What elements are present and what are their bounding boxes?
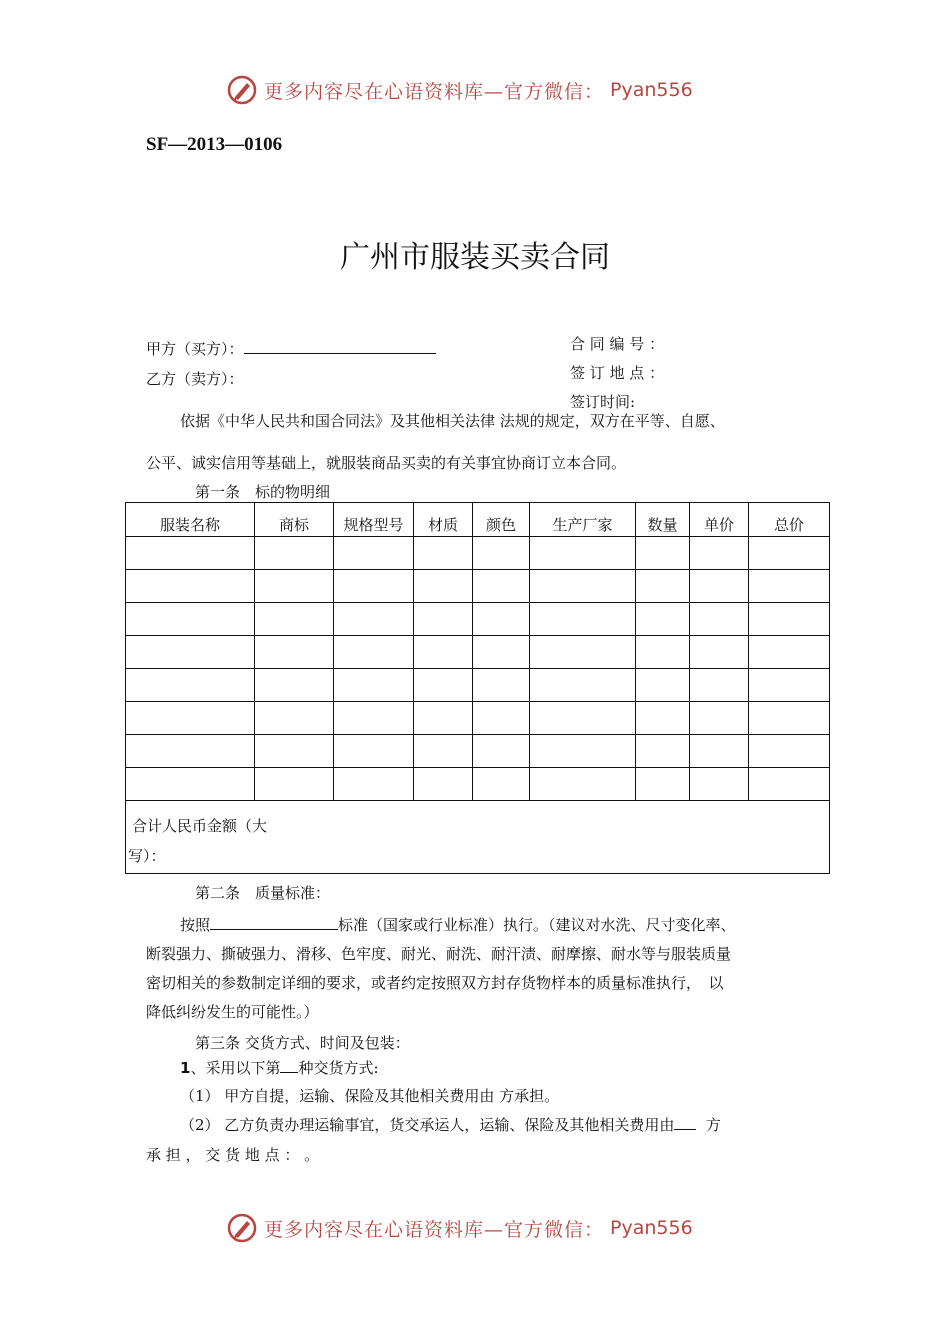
table-cell[interactable] [126, 636, 255, 669]
col-header: 生产厂家 [530, 503, 636, 537]
table-row [126, 537, 830, 570]
watermark-wechat-id: Pyan556 [610, 1217, 693, 1239]
table-cell[interactable] [636, 603, 690, 636]
table-cell[interactable] [414, 537, 473, 570]
table-cell[interactable] [255, 702, 334, 735]
delivery-method-blank[interactable] [280, 1058, 298, 1073]
table-cell[interactable] [414, 603, 473, 636]
table-row [126, 702, 830, 735]
table-cell[interactable] [126, 570, 255, 603]
buyer-label: 甲方（买方）： [146, 340, 244, 358]
delivery-option-1: （1） 甲方自提，运输、保险及其他相关费用由 方承担。 [180, 1087, 560, 1105]
table-cell[interactable] [636, 768, 690, 801]
table-cell[interactable] [749, 669, 830, 702]
table-cell[interactable] [473, 702, 530, 735]
table-cell[interactable] [255, 669, 334, 702]
sign-place-label: 签 订 地 点 ： [570, 364, 665, 382]
buyer-blank[interactable] [244, 339, 436, 354]
page-title: 广州市服装买卖合同 [340, 240, 610, 275]
table-row [126, 570, 830, 603]
table-cell[interactable] [749, 735, 830, 768]
table-header-row [126, 503, 830, 537]
table-cell[interactable] [749, 702, 830, 735]
table-cell[interactable] [690, 636, 749, 669]
sign-time-label: 签订时间: [570, 393, 636, 411]
item-1-text-b: 种交货方式: [298, 1059, 379, 1077]
article3-item-1 [180, 1057, 379, 1078]
table-cell[interactable] [530, 636, 636, 669]
table-cell[interactable] [414, 702, 473, 735]
table-cell[interactable] [690, 669, 749, 702]
col-header: 规格型号 [334, 503, 414, 537]
table-cell[interactable] [636, 669, 690, 702]
article2-prefix: 按照 [180, 916, 211, 934]
table-cell[interactable] [473, 603, 530, 636]
table-cell[interactable] [690, 537, 749, 570]
total-label-1: 合计人民币金额（大 [132, 817, 268, 835]
table-cell[interactable] [334, 537, 414, 570]
items-table [125, 502, 830, 874]
table-cell[interactable] [255, 603, 334, 636]
table-cell[interactable] [414, 636, 473, 669]
table-cell[interactable] [530, 603, 636, 636]
document-number: SF—2013—0106 [146, 134, 283, 155]
table-cell[interactable] [255, 636, 334, 669]
col-header: 服装名称 [126, 503, 255, 537]
table-cell[interactable] [473, 735, 530, 768]
col-header: 总价 [749, 503, 830, 537]
table-cell[interactable] [636, 570, 690, 603]
table-row [126, 669, 830, 702]
table-row [126, 768, 830, 801]
table-cell[interactable] [255, 768, 334, 801]
option-2-text-b: 方 [705, 1116, 721, 1134]
col-header: 商标 [255, 503, 334, 537]
article1-heading: 第一条 标的物明细 [195, 483, 331, 501]
table-cell[interactable] [530, 537, 636, 570]
col-header: 单价 [690, 503, 749, 537]
table-cell[interactable] [530, 768, 636, 801]
table-cell[interactable] [473, 669, 530, 702]
table-cell[interactable] [530, 735, 636, 768]
table-cell[interactable] [690, 768, 749, 801]
table-cell[interactable] [749, 768, 830, 801]
table-cell[interactable] [636, 702, 690, 735]
item-1-text-a: 、采用以下第 [190, 1059, 281, 1077]
footer-watermark [226, 1212, 693, 1244]
table-cell[interactable] [126, 768, 255, 801]
pen-logo-icon [226, 74, 258, 106]
table-cell[interactable] [690, 735, 749, 768]
table-cell[interactable] [255, 735, 334, 768]
watermark-text: 更多内容尽在心语资料库—官方微信： [264, 80, 605, 103]
article2-line-3: 密切相关的参数制定详细的要求，或者约定按照双方封存货物样本的质量标准执行， 以 [146, 974, 724, 992]
table-row [126, 636, 830, 669]
table-cell[interactable] [255, 537, 334, 570]
table-row [126, 603, 830, 636]
article2-line-4: 降低纠纷发生的可能性。） [146, 1003, 319, 1021]
article2-line-2: 断裂强力、撕破强力、滑移、色牢度、耐光、耐洗、耐汗渍、耐摩擦、耐水等与服装质量 [146, 945, 732, 963]
table-cell[interactable] [530, 669, 636, 702]
table-cell[interactable] [414, 669, 473, 702]
table-cell[interactable] [530, 702, 636, 735]
article2-line-1 [180, 914, 736, 935]
intro-line-2: 公平、诚实信用等基础上，就服装商品买卖的有关事宜协商订立本合同。 [146, 454, 627, 472]
fee-party-blank[interactable] [674, 1115, 696, 1130]
delivery-option-2-line-2: 承 担 ， 交 货 地 点 ： 。 [146, 1146, 320, 1164]
table-cell[interactable] [636, 537, 690, 570]
table-cell[interactable] [749, 636, 830, 669]
table-cell[interactable] [749, 537, 830, 570]
table-cell[interactable] [255, 570, 334, 603]
table-cell[interactable] [126, 702, 255, 735]
table-cell[interactable] [334, 735, 414, 768]
delivery-option-2 [180, 1114, 721, 1135]
seller-label: 乙方（卖方）： [146, 370, 244, 388]
table-cell[interactable] [473, 768, 530, 801]
table-cell[interactable] [126, 537, 255, 570]
item-1-number: 1 [180, 1059, 191, 1077]
total-row [126, 801, 830, 874]
contract-no-label: 合 同 编 号 ： [570, 335, 665, 353]
table-cell[interactable] [690, 570, 749, 603]
table-cell[interactable] [473, 537, 530, 570]
buyer-line [146, 338, 436, 359]
table-cell[interactable] [126, 603, 255, 636]
pen-logo-icon [226, 1212, 258, 1244]
table-cell[interactable] [636, 735, 690, 768]
col-header: 材质 [414, 503, 473, 537]
table-cell[interactable] [749, 570, 830, 603]
option-2-text-a: （2） 乙方负责办理运输事宜，货交承运人，运输、保险及其他相关费用由 [180, 1116, 675, 1134]
col-header: 数量 [636, 503, 690, 537]
intro-line-1: 依据《中华人民共和国合同法》及其他相关法律 法规的规定，双方在平等、自愿、 [180, 412, 725, 430]
header-watermark [226, 74, 693, 106]
table-cell[interactable] [334, 570, 414, 603]
standard-blank[interactable] [210, 915, 338, 930]
article2-line-1-rest: 标准（国家或行业标准）执行。（建议对水洗、尺寸变化率、 [338, 916, 736, 934]
table-cell[interactable] [636, 636, 690, 669]
table-cell[interactable] [334, 702, 414, 735]
table-cell[interactable] [473, 636, 530, 669]
total-label-2: 写）： [128, 847, 166, 865]
table-cell[interactable] [414, 570, 473, 603]
table-cell[interactable] [749, 603, 830, 636]
watermark-text: 更多内容尽在心语资料库—官方微信： [264, 1218, 605, 1241]
table-cell[interactable] [334, 603, 414, 636]
table-cell[interactable] [690, 702, 749, 735]
table-cell[interactable] [473, 570, 530, 603]
table-cell[interactable] [334, 669, 414, 702]
article2-heading: 第二条 质量标准： [195, 884, 331, 902]
table-cell[interactable] [414, 768, 473, 801]
col-header: 颜色 [473, 503, 530, 537]
table-cell[interactable] [690, 603, 749, 636]
table-cell[interactable] [414, 735, 473, 768]
table-cell[interactable] [334, 768, 414, 801]
table-cell[interactable] [530, 570, 636, 603]
table-row [126, 735, 830, 768]
watermark-wechat-id: Pyan556 [610, 79, 693, 101]
article3-heading: 第三条 交货方式、时间及包装： [195, 1034, 410, 1052]
table-cell[interactable] [126, 669, 255, 702]
table-cell[interactable] [126, 735, 255, 768]
table-cell[interactable] [334, 636, 414, 669]
total-amount-cell[interactable] [126, 801, 830, 874]
